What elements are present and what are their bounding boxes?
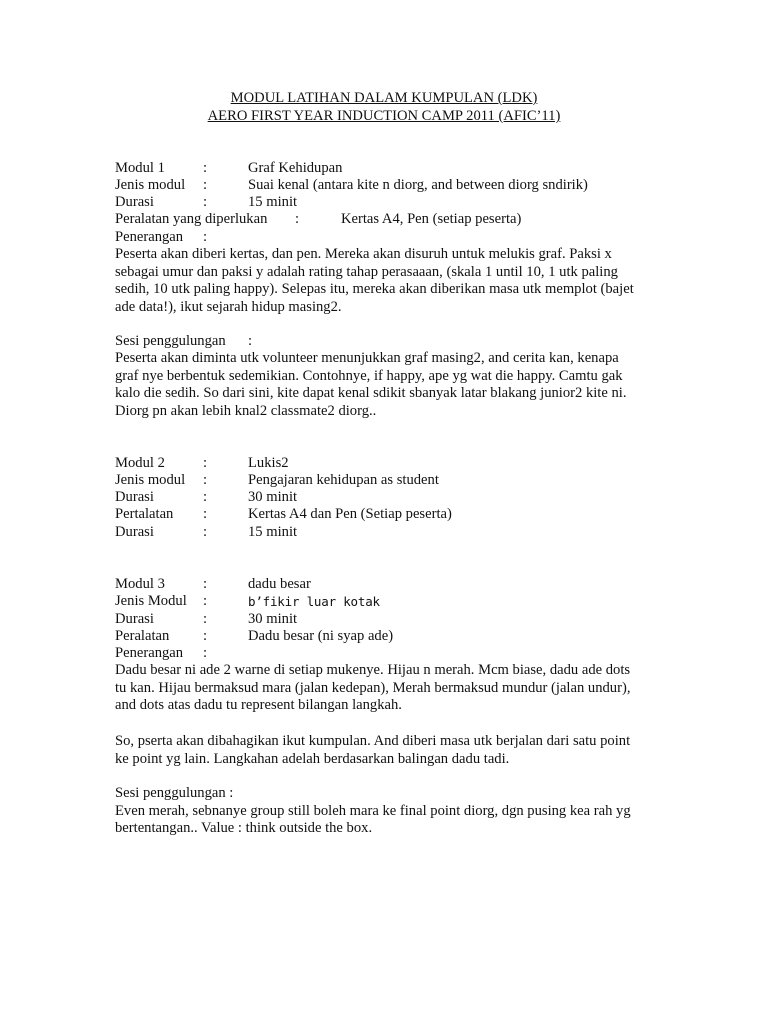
field-value: Pengajaran kehidupan as student (248, 472, 439, 488)
field-label: Jenis modul (115, 177, 186, 193)
colon: : (203, 576, 208, 592)
field-value: 15 minit (248, 194, 298, 210)
text-line: Dadu besar ni ade 2 warne di setiap mukenye. Hijau n merah. Mcm biase, dadu ade dots (115, 662, 631, 678)
colon: : (203, 593, 208, 609)
text-line: sebagai umur dan paksi y adalah rating tahap perasaaan, (skala 1 until 10, 1 utk paling (115, 263, 618, 280)
field-label: Pertalatan (115, 506, 174, 522)
colon: : (203, 472, 208, 488)
field-value: 30 minit (248, 489, 298, 505)
doc-title: MODUL LATIHAN DALAM KUMPULAN (LDK) (230, 90, 538, 106)
module1-closing (115, 350, 655, 420)
text-line: ade data!), ikut sejarah hidup masing2. (115, 298, 342, 315)
text-line: Diorg pn akan lebih knal2 classmate2 diorg.. (115, 402, 377, 419)
text-line: So, pserta akan dibahagikan ikut kumpulan. And diberi masa utk berjalan dari satu point (115, 733, 631, 749)
field-label: Modul 1 (115, 160, 165, 176)
field-label: Penerangan (115, 229, 184, 245)
field-label: Penerangan (115, 645, 184, 661)
field-label: Peralatan yang diperlukan (115, 211, 268, 227)
field-label: Modul 2 (115, 455, 165, 471)
field-label: Jenis modul (115, 472, 186, 488)
field-value: Suai kenal (antara kite n diorg, and between diorg sndirik) (248, 177, 588, 193)
colon: : (203, 229, 208, 245)
text-line: kalo die sedih. So dari sini, kite dapat kenal sdikit sbanyak latar blakang junior2 kite ni. (115, 385, 627, 401)
colon: : (203, 645, 208, 661)
colon: : (295, 211, 300, 227)
colon: : (203, 194, 208, 210)
field-value: dadu besar (248, 576, 311, 592)
text-line: Peserta akan diminta utk volunteer menunjukkan graf masing2, and cerita kan, kenapa (115, 350, 619, 366)
field-label: Durasi (115, 489, 154, 505)
colon: : (203, 628, 208, 644)
colon: : (203, 455, 208, 471)
text-line: sedih, 10 utk paling happy). Selepas itu, mereka akan diberikan masa utk memplot (bajet (115, 281, 634, 297)
field-value: Lukis2 (248, 455, 289, 471)
field-label: Durasi (115, 194, 154, 210)
closing-label: Sesi penggulungan : (115, 785, 234, 801)
colon: : (203, 489, 208, 505)
colon: : (248, 333, 253, 349)
field-label: Durasi (115, 611, 154, 627)
text-line: bertentangan.. Value : think outside the box. (115, 820, 373, 836)
colon: : (203, 160, 208, 176)
text-line: Peserta akan diberi kertas, dan pen. Mereka akan disuruh untuk melukis graf. Paksi x (115, 246, 612, 262)
text-line: graf nye berbentuk sedemikian. Contohnye, if happy, ape yg wat die happy. Camtu gak (115, 367, 623, 384)
field-value: Kertas A4, Pen (setiap peserta) (341, 211, 522, 227)
field-value: 15 minit (248, 524, 298, 540)
field-label: Durasi (115, 524, 154, 540)
module3-closing (115, 785, 655, 838)
field-label: Modul 3 (115, 576, 165, 592)
colon: : (203, 177, 208, 193)
field-label: Sesi penggulungan (115, 333, 226, 349)
module1-description (115, 246, 655, 316)
field-label: Peralatan (115, 628, 170, 644)
module3-description (115, 662, 655, 715)
field-label: Jenis Modul (115, 593, 187, 609)
text-line: and dots atas dadu tu represent bilangan langkah. (115, 697, 402, 713)
colon: : (203, 524, 208, 540)
doc-subtitle: AERO FIRST YEAR INDUCTION CAMP 2011 (AFIC’11) (207, 108, 561, 124)
colon: : (203, 611, 208, 627)
field-value: 30 minit (248, 611, 298, 627)
text-line: tu kan. Hijau bermaksud mara (jalan kedepan), Merah bermaksud mundur (jalan undur), (115, 679, 631, 696)
module3-description-2 (115, 733, 655, 768)
field-value: Dadu besar (ni syap ade) (248, 628, 394, 644)
text-line: Even merah, sebnanye group still boleh mara ke final point diorg, dgn pusing kea rah yg (115, 802, 631, 819)
field-value: b’fikir luar kotak (248, 594, 380, 609)
colon: : (203, 506, 208, 522)
text-line: ke point yg lain. Langkahan adelah berdasarkan balingan dadu tadi. (115, 750, 510, 767)
field-value: Graf Kehidupan (248, 160, 343, 176)
field-value: Kertas A4 dan Pen (Setiap peserta) (248, 506, 452, 522)
